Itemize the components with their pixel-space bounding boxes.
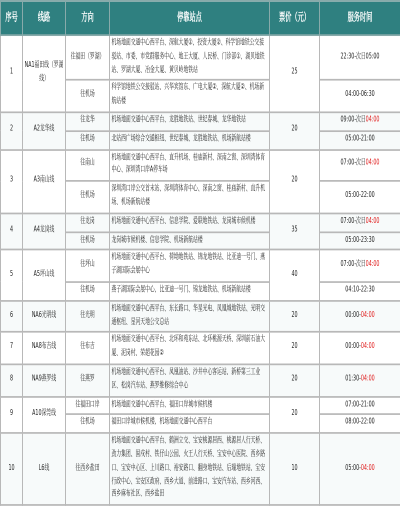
route-line-name: A5坪山线 bbox=[23, 250, 66, 300]
route-stops: 机场地面交通中心西平台、龙胜地铁站、世纪春城、龙华地铁站 bbox=[110, 112, 270, 131]
service-time-start: 07:00-次日 bbox=[340, 261, 366, 270]
service-time-end: 04:00 bbox=[360, 311, 375, 321]
table-row bbox=[1, 250, 400, 282]
route-direction: 往机场 bbox=[66, 131, 110, 150]
table-body bbox=[1, 35, 400, 505]
route-number: 2 bbox=[1, 112, 23, 149]
route-direction: 往机场 bbox=[66, 181, 110, 213]
route-fare: 40 bbox=[270, 250, 320, 300]
table-row bbox=[1, 364, 400, 396]
service-time-end: 04:00 bbox=[365, 217, 380, 226]
route-service-time bbox=[320, 213, 400, 232]
route-stops: 机场地面交通中心西平台、鹤洲立交、宝安桃源居西、桃源居人行天桥、劲力集团、固戍村、铁仔山公园、火王人行天桥、宝安中心医院、西乡路口、宝安中心区、上川路口、裕安路口、翻身地铁站、后瑞地铁站、宝安行政中心、宝安区政府、西乡大道、前进路口、宝安汽车站、西乡河西、西乡麻布社区、西乡盐田 bbox=[110, 433, 270, 505]
route-direction: 往燕罗 bbox=[66, 364, 110, 396]
route-fare: 10 bbox=[270, 433, 320, 505]
table-row bbox=[1, 332, 400, 364]
route-direction: 往机场 bbox=[66, 80, 110, 112]
table-header-row bbox=[1, 1, 400, 35]
route-line-name: NA1福田线（罗湖线） bbox=[23, 35, 66, 112]
route-number: 8 bbox=[1, 364, 23, 396]
route-fare: 35 bbox=[270, 213, 320, 250]
service-time-start: 07:00-次日 bbox=[340, 160, 366, 169]
route-service-time bbox=[320, 149, 400, 181]
route-direction: 往福田口岸 bbox=[66, 396, 110, 415]
route-number: 3 bbox=[1, 149, 23, 213]
service-time-start: 04:10-22:30 bbox=[345, 286, 375, 295]
service-time-end: 04:00 bbox=[360, 464, 375, 473]
route-number: 1 bbox=[1, 35, 23, 112]
route-service-time bbox=[320, 181, 400, 213]
route-stops: 北站西广场综合交通枢纽、世纪春城、龙胜地铁站、机场新航站楼 bbox=[110, 131, 270, 150]
service-time-start: 07:00-次日 bbox=[340, 217, 366, 226]
route-direction: 往机场 bbox=[66, 415, 110, 434]
route-fare: 20 bbox=[270, 300, 320, 332]
route-service-time bbox=[320, 232, 400, 251]
route-direction: 往龙岗 bbox=[66, 213, 110, 232]
route-service-time bbox=[320, 35, 400, 80]
route-number: 9 bbox=[1, 396, 23, 433]
route-service-time bbox=[320, 364, 400, 396]
route-line-name: A2龙华线 bbox=[23, 112, 66, 149]
service-time-start: 00:00- bbox=[345, 343, 361, 352]
table-row bbox=[1, 213, 400, 232]
service-time-start: 07:00-21:00 bbox=[345, 400, 375, 409]
service-time-start: 09:00-次日 bbox=[340, 116, 366, 126]
route-direction: 往机场 bbox=[66, 232, 110, 251]
route-line-name: NA8布吉线 bbox=[23, 332, 66, 364]
route-stops: 机场地面交通中心西平台、福田口岸城市候机楼 bbox=[110, 396, 270, 415]
table-row bbox=[1, 300, 400, 332]
route-service-time bbox=[320, 300, 400, 332]
route-service-time bbox=[320, 131, 400, 150]
route-number: 6 bbox=[1, 300, 23, 332]
service-time-start: 04:00-06:30 bbox=[345, 91, 375, 100]
route-stops: 燕子湖国际会展中心、比亚迪一号门、锦龙地铁站、机场新航站楼 bbox=[110, 282, 270, 301]
header-line: 线路 bbox=[23, 1, 66, 35]
route-stops: 机场地面交通中心西平台、凤凰油站、沙井中心客运站、新桥第三工业区、松岗汽车站、燕罗维修综合中心 bbox=[110, 364, 270, 396]
service-time-start: 00:00- bbox=[345, 311, 361, 321]
service-time-start: 01:30- bbox=[345, 375, 361, 384]
route-stops: 机场地面交通中心西平台、深航大厦②、投资大厦②、科学馆地铁公交接驳站、市委、市党群服务中心、地王大厦、人民桥、门诊部①、湖贝地铁站、罗湖大厦、冶金大厦、黄贝岭地铁站 bbox=[110, 35, 270, 80]
route-direction: 往龙华 bbox=[66, 112, 110, 131]
route-service-time bbox=[320, 250, 400, 282]
service-time-end: 04:00 bbox=[365, 160, 380, 169]
route-stops: 机场地面交通中心西平台、直升机场、桂庙新村、深南之窗、深圳湾体育中心、深圳湾口岸A停车场 bbox=[110, 149, 270, 181]
header-direction: 方向 bbox=[66, 1, 110, 35]
route-direction: 往布吉 bbox=[66, 332, 110, 364]
service-time-start: 05:00- bbox=[345, 464, 361, 473]
route-stops: 机场地面交通中心西平台、荷坳地铁站、锦龙地铁站、比亚迪一号门、燕子湖国际会展中心 bbox=[110, 250, 270, 282]
route-service-time bbox=[320, 112, 400, 131]
route-number: 10 bbox=[1, 433, 23, 505]
route-number: 5 bbox=[1, 250, 23, 300]
route-stops: 机场地面交通中心西平台、北环和苑东站、北环桃源天桥、深圳前石油大厦、泥岗村、荣超花园② bbox=[110, 332, 270, 364]
route-service-time bbox=[320, 396, 400, 415]
route-fare: 20 bbox=[270, 112, 320, 149]
table-row bbox=[1, 149, 400, 181]
service-time-end: 05:00 bbox=[365, 52, 380, 62]
route-service-time bbox=[320, 332, 400, 364]
route-direction: 往西乡盐田 bbox=[66, 433, 110, 505]
service-time-start: 05:00-21:00 bbox=[345, 135, 375, 144]
route-direction: 往光明 bbox=[66, 300, 110, 332]
table-row bbox=[1, 35, 400, 80]
route-fare: 20 bbox=[270, 332, 320, 364]
route-stops: 机场地面交通中心西平台、东长路口、华星光电、凤凰城地铁站、光明交通枢纽、星河天地公交总站 bbox=[110, 300, 270, 332]
service-time-end: 04:00 bbox=[365, 261, 380, 270]
route-service-time bbox=[320, 415, 400, 434]
service-time-start: 05:00-23:30 bbox=[345, 235, 375, 245]
route-stops: 机场地面交通中心西平台、信息学院、爱联地铁站、龙岗城市候机楼 bbox=[110, 213, 270, 232]
table-row bbox=[1, 433, 400, 505]
route-line-name: A10深莞线 bbox=[23, 396, 66, 433]
route-direction: 往福田（罗湖） bbox=[66, 35, 110, 80]
table-row bbox=[1, 396, 400, 415]
service-time-end: 04:00 bbox=[365, 116, 380, 126]
route-service-time bbox=[320, 433, 400, 505]
table-row bbox=[1, 112, 400, 131]
route-line-name: A4龙岗线 bbox=[23, 213, 66, 250]
route-stops: 深圳湾口岸公交首末站、深圳湾体育中心、深南之窗、桂庙新村、直升机场、机场新航站楼 bbox=[110, 181, 270, 213]
route-service-time bbox=[320, 282, 400, 301]
route-direction: 往机场 bbox=[66, 282, 110, 301]
header-fare: 票价（元） bbox=[270, 1, 320, 35]
route-stops: 福田口岸城市候机楼、机场地面交通中心西平台 bbox=[110, 415, 270, 434]
route-line-name: A3南山线 bbox=[23, 149, 66, 213]
route-fare: 20 bbox=[270, 396, 320, 433]
service-time-end: 04:00 bbox=[360, 375, 375, 384]
route-stops: 龙岗城市候机楼、信息学院、机场新航站楼 bbox=[110, 232, 270, 251]
service-time-start: 08:00-22:00 bbox=[345, 418, 375, 428]
header-hours: 服务时间 bbox=[320, 1, 400, 35]
route-direction: 往坪山 bbox=[66, 250, 110, 282]
header-no: 序号 bbox=[1, 1, 23, 35]
route-fare: 20 bbox=[270, 364, 320, 396]
service-time-start: 22:30-次日 bbox=[340, 52, 366, 62]
service-time-start: 05:00-22:00 bbox=[345, 192, 375, 201]
route-line-name: L6线 bbox=[23, 433, 66, 505]
route-fare: 25 bbox=[270, 35, 320, 112]
header-stops: 停靠站点 bbox=[110, 1, 270, 35]
route-line-name: NA9燕罗线 bbox=[23, 364, 66, 396]
route-service-time bbox=[320, 80, 400, 112]
route-stops: 科学馆地铁公交接驳站、兴华宾馆东、广电大厦②、深航大厦②、机场新航站楼 bbox=[110, 80, 270, 112]
route-fare: 20 bbox=[270, 149, 320, 213]
route-direction: 往南山 bbox=[66, 149, 110, 181]
route-number: 4 bbox=[1, 213, 23, 250]
route-line-name: NA6光明线 bbox=[23, 300, 66, 332]
route-number: 7 bbox=[1, 332, 23, 364]
service-time-end: 04:00 bbox=[360, 343, 375, 352]
